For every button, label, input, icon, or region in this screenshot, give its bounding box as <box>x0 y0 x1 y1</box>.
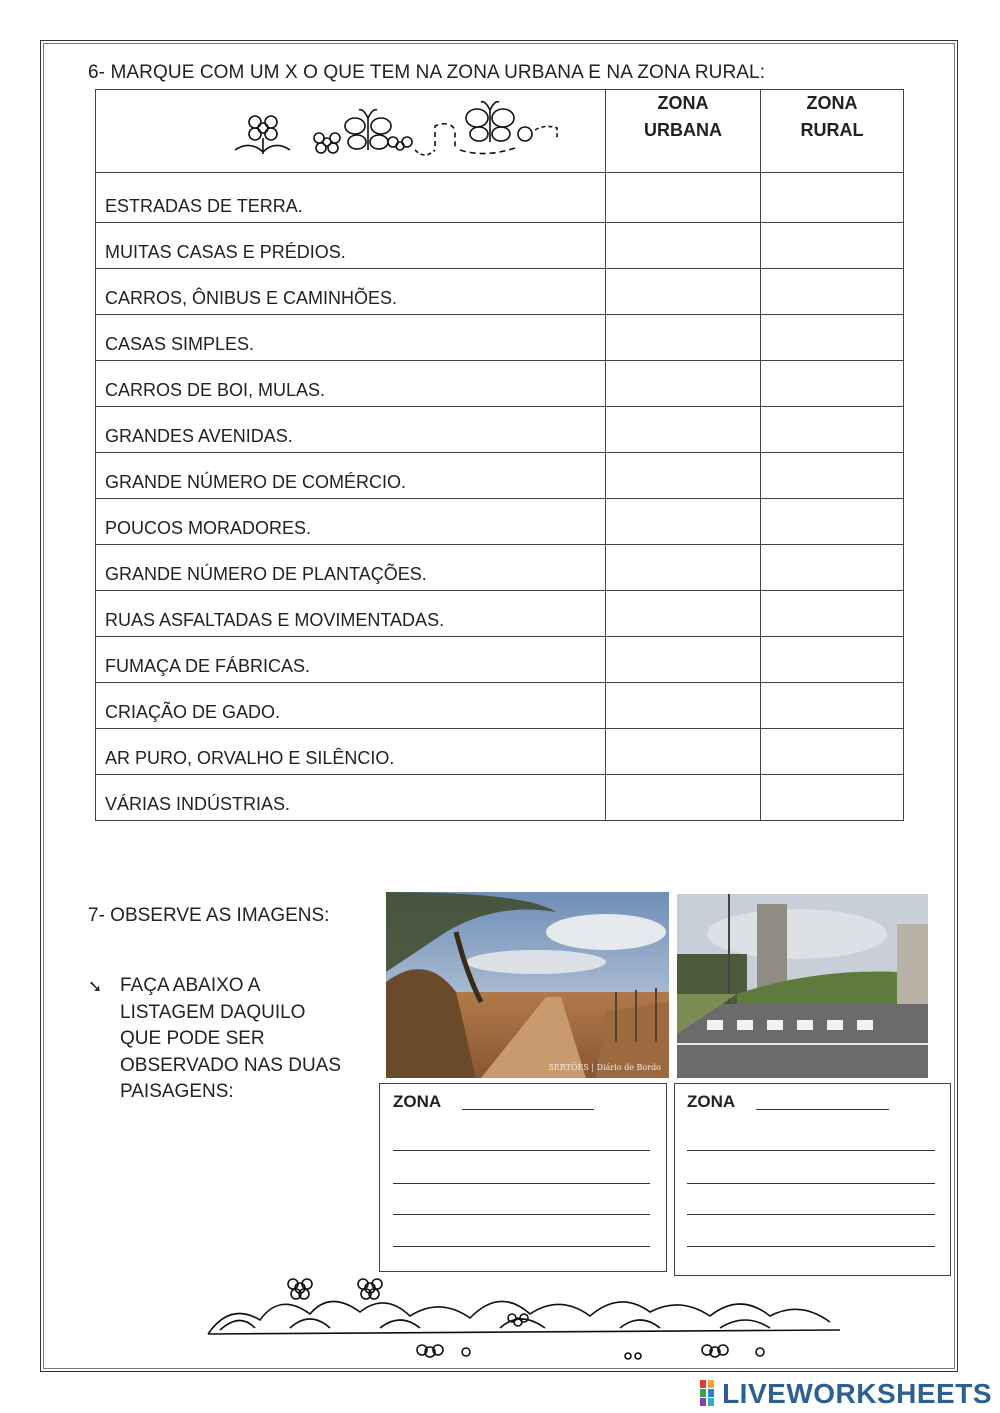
urban-street-photo <box>677 894 928 1078</box>
rural-check-cell[interactable] <box>761 453 904 499</box>
zona-label: ZONA <box>393 1092 442 1111</box>
row-label: POUCOS MORADORES. <box>96 499 606 545</box>
table-row <box>96 361 904 407</box>
zone-name-blank[interactable] <box>756 1109 889 1110</box>
rural-check-cell[interactable] <box>761 729 904 775</box>
answer-line[interactable] <box>393 1183 650 1184</box>
header-urban-line2: URBANA <box>644 120 722 140</box>
urban-check-cell[interactable] <box>606 223 761 269</box>
instruction-line: LISTAGEM DAQUILO <box>120 1001 306 1023</box>
urban-check-cell[interactable] <box>606 173 761 223</box>
row-label: GRANDES AVENIDAS. <box>96 407 606 453</box>
table-row <box>96 637 904 683</box>
table-row <box>96 315 904 361</box>
table-row <box>96 591 904 637</box>
urban-check-cell[interactable] <box>606 269 761 315</box>
instruction-line: PAISAGENS: <box>120 1081 234 1102</box>
urban-check-cell[interactable] <box>606 453 761 499</box>
table-row <box>96 729 904 775</box>
answer-line[interactable] <box>393 1214 650 1215</box>
urban-check-cell[interactable] <box>606 729 761 775</box>
row-label: CARROS, ÔNIBUS E CAMINHÕES. <box>96 269 606 315</box>
liveworksheets-logo-icon <box>700 1380 722 1406</box>
rural-check-cell[interactable] <box>761 499 904 545</box>
urban-check-cell[interactable] <box>606 591 761 637</box>
urban-answer-box <box>674 1083 951 1276</box>
header-zona-urbana <box>606 90 761 173</box>
instruction-line: OBSERVADO NAS DUAS <box>120 1054 342 1076</box>
answer-line[interactable] <box>687 1150 935 1151</box>
answer-line[interactable] <box>393 1246 650 1247</box>
row-label: MUITAS CASAS E PRÉDIOS. <box>96 223 606 269</box>
row-label: GRANDE NÚMERO DE PLANTAÇÕES. <box>96 545 606 591</box>
question-6-title: 6- MARQUE COM UM X O QUE TEM NA ZONA URBANA E NA ZONA RURAL: <box>88 62 766 83</box>
rural-check-cell[interactable] <box>761 775 904 821</box>
zona-label: ZONA <box>687 1092 736 1111</box>
rural-check-cell[interactable] <box>761 223 904 269</box>
answer-line[interactable] <box>393 1150 650 1151</box>
table-row <box>96 173 904 223</box>
answer-line[interactable] <box>687 1246 935 1247</box>
rural-check-cell[interactable] <box>761 591 904 637</box>
urban-check-cell[interactable] <box>606 499 761 545</box>
table-row <box>96 499 904 545</box>
table-row <box>96 269 904 315</box>
row-label: GRANDE NÚMERO DE COMÉRCIO. <box>96 453 606 499</box>
row-label: VÁRIAS INDÚSTRIAS. <box>96 775 606 821</box>
rural-check-cell[interactable] <box>761 637 904 683</box>
instruction-line: QUE PODE SER <box>120 1028 265 1049</box>
table-row <box>96 453 904 499</box>
answer-line[interactable] <box>687 1214 935 1215</box>
rural-check-cell[interactable] <box>761 173 904 223</box>
urban-check-cell[interactable] <box>606 315 761 361</box>
row-label: ESTRADAS DE TERRA. <box>96 173 606 223</box>
table-row <box>96 545 904 591</box>
rural-landscape-photo <box>386 892 669 1078</box>
table-header-row <box>96 90 904 173</box>
instruction-line: FAÇA ABAIXO A <box>120 975 261 996</box>
urban-check-cell[interactable] <box>606 407 761 453</box>
header-rural-line2: RURAL <box>800 120 864 140</box>
rural-check-cell[interactable] <box>761 269 904 315</box>
header-zona-rural <box>761 90 904 173</box>
urban-check-cell[interactable] <box>606 637 761 683</box>
header-rural-line1: ZONA <box>806 93 858 113</box>
zones-table <box>95 89 904 821</box>
answer-line[interactable] <box>687 1183 935 1184</box>
grass-flowers-doodle <box>200 1272 850 1368</box>
header-decoration-cell <box>96 90 606 173</box>
row-label: CARROS DE BOI, MULAS. <box>96 361 606 407</box>
rural-check-cell[interactable] <box>761 361 904 407</box>
row-label: FUMAÇA DE FÁBRICAS. <box>96 637 606 683</box>
urban-check-cell[interactable] <box>606 775 761 821</box>
rural-answer-box <box>379 1083 667 1272</box>
table-row <box>96 223 904 269</box>
footer-brand[interactable]: LIVEWORKSHEETS <box>722 1378 992 1409</box>
row-label: CRIAÇÃO DE GADO. <box>96 683 606 729</box>
flowers-butterflies-doodle <box>105 90 605 162</box>
urban-check-cell[interactable] <box>606 683 761 729</box>
arrow-bullet-icon: ➘ <box>88 977 103 996</box>
question-7-instruction <box>120 973 370 1106</box>
row-label: CASAS SIMPLES. <box>96 315 606 361</box>
row-label: AR PURO, ORVALHO E SILÊNCIO. <box>96 729 606 775</box>
table-row <box>96 775 904 821</box>
rural-check-cell[interactable] <box>761 315 904 361</box>
question-7-title: 7- OBSERVE AS IMAGENS: <box>88 905 330 926</box>
table-row <box>96 683 904 729</box>
rural-check-cell[interactable] <box>761 407 904 453</box>
table-row <box>96 407 904 453</box>
rural-check-cell[interactable] <box>761 545 904 591</box>
rural-check-cell[interactable] <box>761 683 904 729</box>
header-urban-line1: ZONA <box>657 93 709 113</box>
urban-check-cell[interactable] <box>606 361 761 407</box>
urban-check-cell[interactable] <box>606 545 761 591</box>
zone-name-blank[interactable] <box>462 1109 594 1110</box>
photo-caption: SERTÕES | Diário de Bordo <box>548 1063 661 1072</box>
row-label: RUAS ASFALTADAS E MOVIMENTADAS. <box>96 591 606 637</box>
